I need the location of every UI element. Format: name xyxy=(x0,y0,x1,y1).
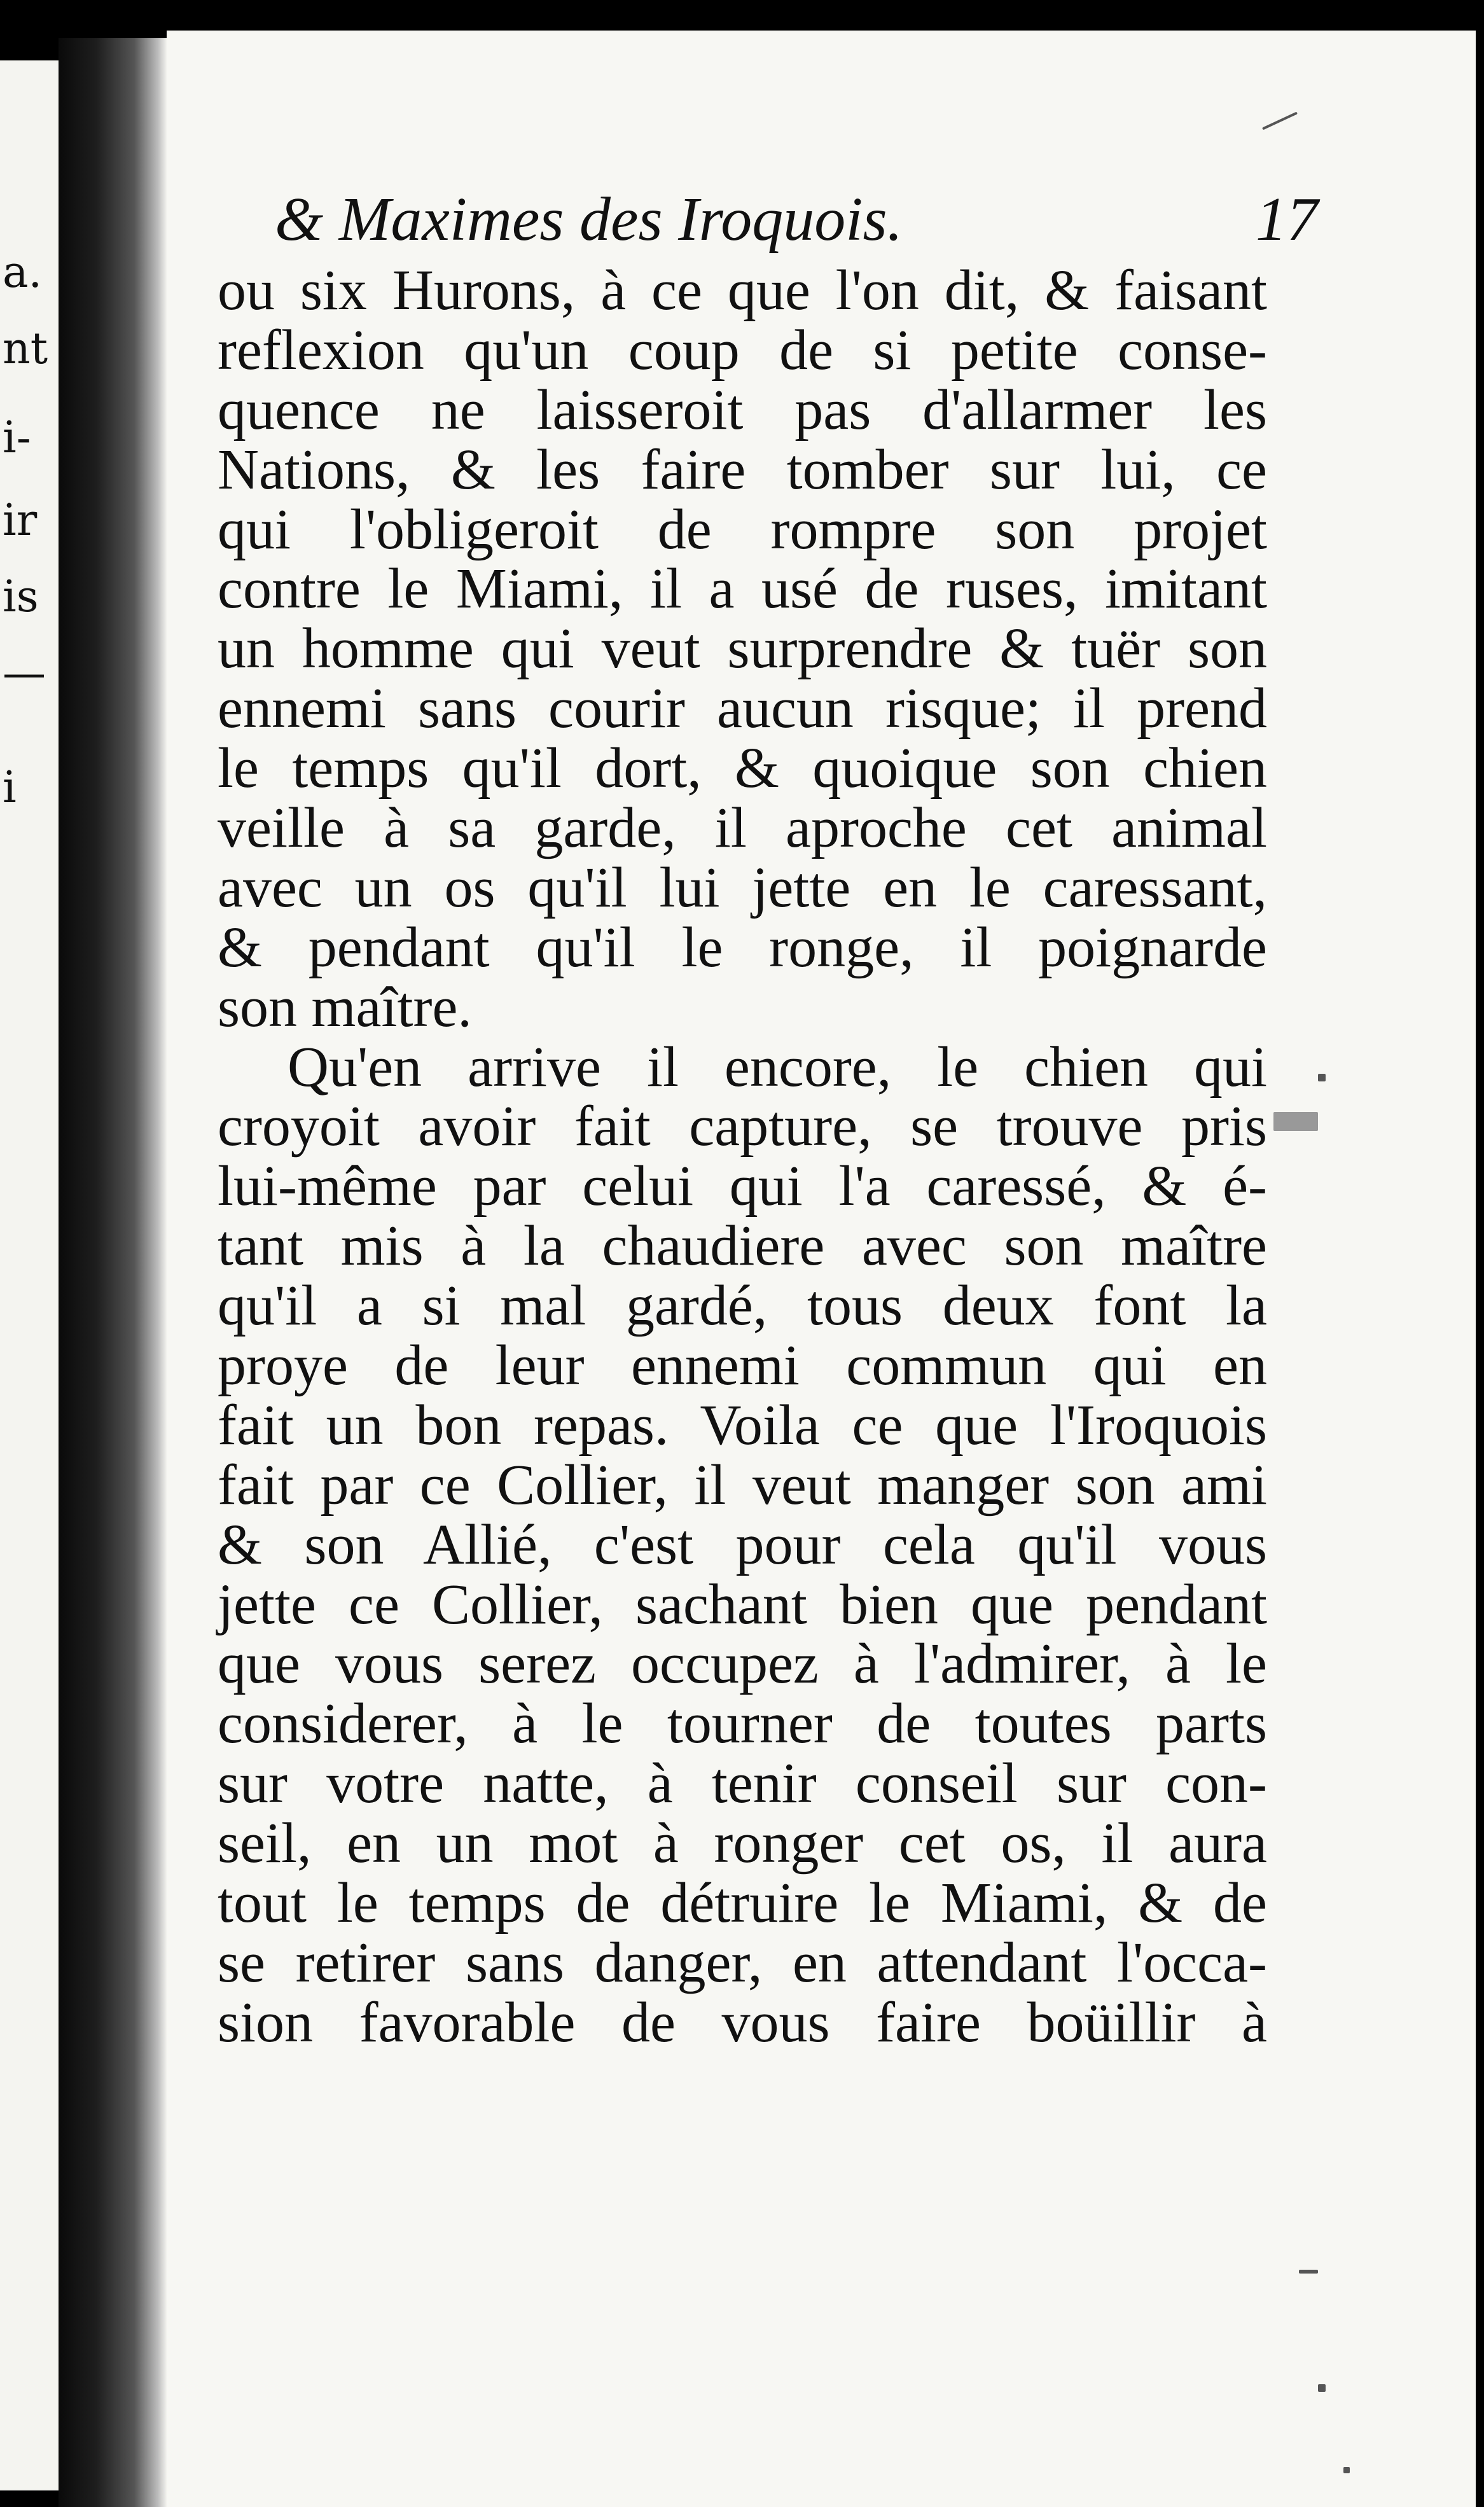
text-line: tant mis à la chaudiere avec son maître xyxy=(218,1214,1267,1278)
text-line: contre le Miami, il a usé de ruses, imitant xyxy=(218,557,1267,621)
scan-speck xyxy=(1299,2270,1318,2274)
book-page xyxy=(167,31,1476,2507)
facing-page-fragment: is xyxy=(3,572,39,622)
text-line: sur votre natte, à tenir conseil sur con- xyxy=(218,1752,1267,1816)
text-line: proye de leur ennemi commun qui en xyxy=(218,1334,1267,1398)
text-line: considerer, à le tourner de toutes parts xyxy=(218,1692,1267,1756)
scan-speck xyxy=(1318,2384,1326,2392)
facing-page-fragment: i- xyxy=(3,413,31,463)
text-line: Qu'en arrive il encore, le chien qui xyxy=(288,1035,1267,1099)
binding-gutter xyxy=(59,38,167,2507)
text-line: jette ce Collier, sachant bien que pendant xyxy=(218,1573,1267,1636)
text-line: son maître. xyxy=(218,975,472,1039)
facing-page-fragment: i xyxy=(3,763,17,813)
scan-speck xyxy=(1273,1112,1318,1131)
text-line: seil, en un mot à ronger cet os, il aura xyxy=(218,1812,1267,1875)
text-line: se retirer sans danger, en attendant l'occa- xyxy=(218,1931,1267,1994)
text-line: Nations, & les faire tomber sur lui, ce xyxy=(218,438,1267,501)
text-line: croyoit avoir fait capture, se trouve pris xyxy=(218,1095,1267,1158)
text-line: fait par ce Collier, il veut manger son ami xyxy=(218,1453,1267,1517)
page-number: 17 xyxy=(1256,185,1318,254)
facing-page-fragment: ir xyxy=(3,496,38,546)
scan-speck xyxy=(1318,1074,1326,1081)
text-line: le temps qu'il dort, & quoique son chien xyxy=(218,737,1267,800)
text-line: qui l'obligeroit de rompre son projet xyxy=(218,497,1267,561)
body-text xyxy=(218,261,1267,2053)
text-line: fait un bon repas. Voila ce que l'Iroquois xyxy=(218,1393,1267,1457)
text-line: reflexion qu'un coup de si petite conse- xyxy=(218,318,1267,382)
scan-speck xyxy=(1262,112,1298,130)
running-head xyxy=(275,178,1318,261)
text-line: tout le temps de détruire le Miami, & de xyxy=(218,1872,1267,1935)
text-line: veille à sa garde, il aproche cet animal xyxy=(218,796,1267,860)
facing-page-fragment: nt xyxy=(3,324,48,374)
text-line: ou six Hurons, à ce que l'on dit, & faisant xyxy=(218,259,1267,322)
facing-page-fragment: — xyxy=(3,648,46,698)
text-line: & son Allié, c'est pour cela qu'il vous xyxy=(218,1513,1267,1576)
text-line: un homme qui veut surprendre & tuër son xyxy=(218,617,1267,681)
text-line: ennemi sans courir aucun risque; il prend xyxy=(218,677,1267,740)
text-line: & pendant qu'il le ronge, il poignarde xyxy=(218,915,1267,979)
facing-page-fragment: a. xyxy=(3,247,43,298)
facing-page-edge xyxy=(0,60,59,2490)
text-line: que vous serez occupez à l'admirer, à le xyxy=(218,1632,1267,1696)
text-line: qu'il a si mal gardé, tous deux font la xyxy=(218,1274,1267,1338)
text-line: quence ne laisseroit pas d'allarmer les xyxy=(218,378,1267,441)
text-line: sion favorable de vous faire boüillir à xyxy=(218,1990,1267,2054)
scan-speck xyxy=(1343,2467,1350,2473)
running-title: & Maximes des Iroquois. xyxy=(275,185,903,254)
text-line: lui-même par celui qui l'a caressé, & é- xyxy=(218,1155,1267,1218)
text-line: avec un os qu'il lui jette en le caressant, xyxy=(218,856,1267,919)
